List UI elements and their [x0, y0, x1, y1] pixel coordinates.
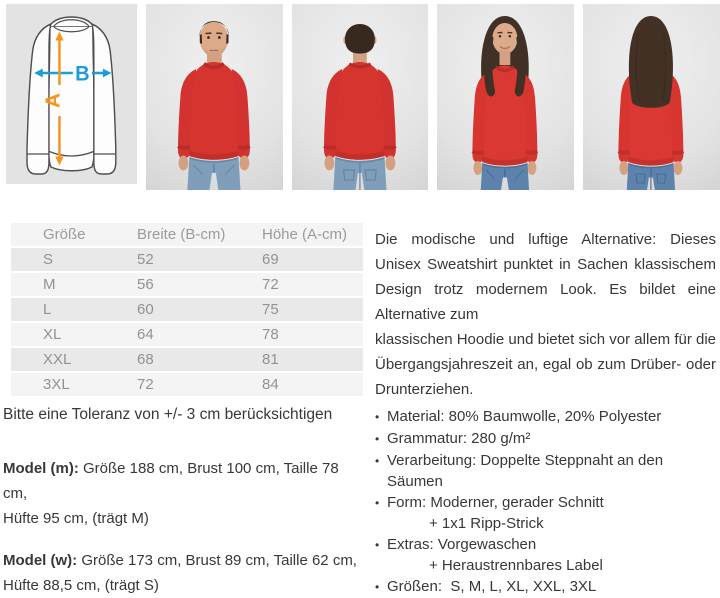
product-photo-man-front[interactable] — [146, 4, 283, 190]
list-item — [375, 492, 716, 534]
tolerance-note: Bitte eine Toleranz von +/- 3 cm berücksichtigen — [3, 406, 333, 423]
description-column — [375, 227, 716, 598]
list-item — [375, 576, 716, 598]
model-m-measurements-line2: Hüfte 95 cm, (trägt M) — [3, 510, 149, 527]
model-m-measurements: Größe 188 cm, Brust 100 cm, Taille 78 cm, — [3, 460, 339, 502]
bullet-icon: • — [375, 496, 380, 510]
product-photo-woman-front[interactable] — [437, 4, 574, 190]
size-info-column — [3, 221, 365, 598]
detail-extras: Extras: Vorgewaschen — [387, 536, 537, 553]
cell-hoehe: 75 — [262, 301, 279, 318]
size-table-header-row — [11, 223, 363, 246]
cell-hoehe: 81 — [262, 351, 279, 368]
model-info-m — [3, 456, 365, 531]
model-m-label: Model (m): — [3, 460, 79, 477]
size-diagram-background — [6, 4, 137, 184]
bullet-icon: • — [375, 580, 380, 594]
size-table-header-breite: Breite (B-cm) — [137, 226, 226, 243]
list-item — [375, 428, 716, 450]
cell-breite: 64 — [137, 326, 154, 343]
cell-size: XXL — [43, 351, 72, 368]
cell-breite: 68 — [137, 351, 154, 368]
cell-size: 3XL — [43, 376, 70, 393]
detail-form-sub: + 1x1 Ripp-Strick — [429, 515, 544, 532]
size-diagram-image[interactable] — [0, 4, 137, 190]
cell-breite: 60 — [137, 301, 154, 318]
table-row — [11, 248, 363, 271]
product-image-gallery — [0, 4, 720, 190]
model-w-measurements: Größe 173 cm, Brust 89 cm, Taille 62 cm, — [77, 552, 357, 569]
bullet-icon: • — [375, 410, 380, 424]
cell-size: L — [43, 301, 52, 318]
description-paragraph-2: klassischen Hoodie und bietet sich vor allem für die Übergangsjahreszeit an, egal ob zum Drüber- oder Drunterziehen. — [375, 331, 717, 398]
cell-breite: 52 — [137, 251, 154, 268]
cell-hoehe: 72 — [262, 276, 279, 293]
man-back-illustration — [292, 4, 429, 190]
product-photo-woman-back[interactable] — [583, 4, 720, 190]
size-table — [11, 221, 363, 398]
list-item — [375, 534, 716, 576]
man-front-illustration — [146, 4, 283, 190]
cell-hoehe: 84 — [262, 376, 279, 393]
size-table-header-groesse: Größe — [43, 226, 86, 243]
cell-hoehe: 78 — [262, 326, 279, 343]
model-w-label: Model (w): — [3, 552, 78, 569]
detail-grammatur: Grammatur: 280 g/m² — [387, 430, 531, 447]
label-a: A — [41, 92, 65, 109]
detail-verarbeitung: Verarbeitung: Doppelte Steppnaht an den Säumen — [387, 452, 668, 490]
detail-form: Form: Moderner, gerader Schnitt — [387, 494, 604, 511]
woman-front-illustration — [437, 4, 574, 190]
table-row — [11, 373, 363, 396]
table-row — [11, 273, 363, 296]
product-photo-man-back[interactable] — [292, 4, 429, 190]
model-w-measurements-line2: Hüfte 88,5 cm, (trägt S) — [3, 577, 159, 594]
label-b: B — [75, 62, 90, 86]
detail-groessen: Größen: S, M, L, XL, XXL, 3XL — [387, 578, 597, 595]
table-row — [11, 348, 363, 371]
product-details-list — [375, 406, 716, 598]
table-row — [11, 323, 363, 346]
woman-back-illustration — [583, 4, 720, 190]
cell-breite: 56 — [137, 276, 154, 293]
description-paragraph-1: Die modische und luftige Alternative: Dieses Unisex Sweatshirt punktet in Sachen klassischem Design trotz modernem Look. Es bildet eine Alternative zum — [375, 231, 716, 323]
list-item — [375, 406, 716, 428]
bullet-icon: • — [375, 432, 380, 446]
table-row — [11, 298, 363, 321]
model-info-w — [3, 548, 365, 598]
cell-hoehe: 69 — [262, 251, 279, 268]
cell-size: S — [43, 251, 54, 268]
detail-extras-sub: + Heraustrennbares Label — [429, 557, 603, 574]
sweatshirt-measure-diagram — [6, 4, 137, 184]
size-table-header-hoehe: Höhe (A-cm) — [262, 226, 348, 243]
bullet-icon: • — [375, 538, 380, 552]
list-item — [375, 450, 716, 492]
cell-size: M — [43, 276, 56, 293]
bullet-icon: • — [375, 454, 380, 468]
detail-material: Material: 80% Baumwolle, 20% Polyester — [387, 408, 662, 425]
cell-breite: 72 — [137, 376, 154, 393]
product-description — [375, 227, 716, 402]
cell-size: XL — [43, 326, 62, 343]
